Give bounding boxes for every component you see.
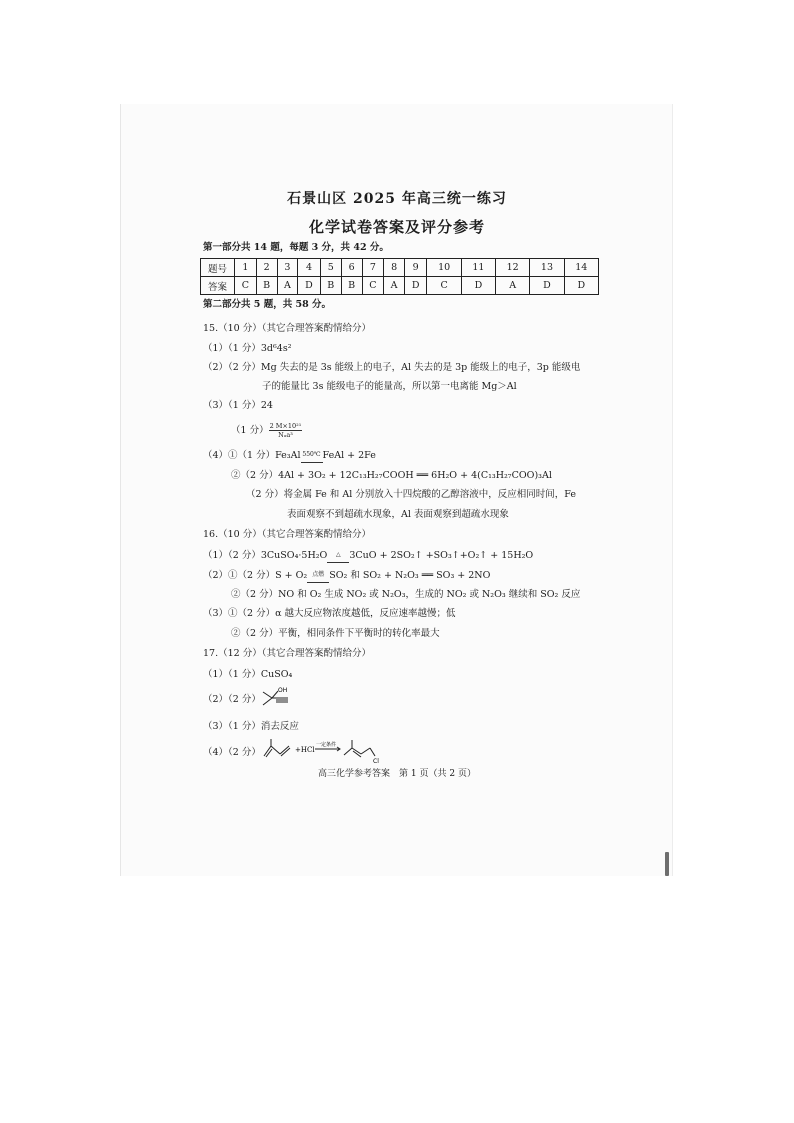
question-number: 8 bbox=[384, 259, 405, 277]
reaction-arrow bbox=[301, 462, 323, 463]
hcl-reagent: +HCl bbox=[295, 746, 315, 754]
question-number: 5 bbox=[320, 259, 341, 277]
q15-part1-answer: 3d⁶4s² bbox=[260, 343, 292, 354]
q15-part4c bbox=[246, 489, 576, 501]
alkynol-structure-diagram bbox=[262, 686, 294, 708]
q15-part1-label: （1）（1 分） bbox=[203, 343, 261, 354]
row-label-answer: 答案 bbox=[201, 277, 235, 295]
q16-part2 bbox=[203, 569, 490, 583]
q16-part1 bbox=[203, 549, 533, 563]
q15-part4c-label: （2 分） bbox=[246, 489, 284, 500]
part1-intro: 第一部分共 14 题，每题 3 分，共 42 分。 bbox=[203, 242, 389, 253]
q17-part1-label: （1）（1 分） bbox=[203, 669, 261, 680]
q15-part3b-label: （1 分） bbox=[231, 425, 269, 436]
q16-part1-eq-left: 3CuSO₄·5H₂O bbox=[260, 550, 328, 561]
q15-part4b-equation: 4Al + 3O₂ + 12C₁₃H₂₇COOH ══ 6H₂O + 4(C₁₃H₂₇COO)₃Al bbox=[278, 470, 552, 481]
answer-cell: D bbox=[298, 277, 321, 295]
q17-part4-label: （4）（2 分） bbox=[203, 747, 261, 758]
table-row-answers bbox=[201, 277, 599, 295]
q15-part4b bbox=[231, 470, 552, 482]
q17-heading: 17.（12 分）（其它合理答案酌情给分） bbox=[203, 648, 371, 659]
q16-part2-eq-right: SO₂ 和 SO₂ + N₂O₃ ══ SO₃ + 2NO bbox=[329, 570, 491, 581]
fraction-denominator: Nₐa³ bbox=[278, 431, 293, 439]
q15-part2-label: （2）（2 分） bbox=[203, 362, 261, 373]
q15-heading: 15.（10 分）（其它合理答案酌情给分） bbox=[203, 323, 371, 334]
q16-part1-eq-right: 3CuO + 2SO₂↑ +SO₃↑+O₂↑ + 15H₂O bbox=[349, 550, 534, 561]
question-number: 4 bbox=[298, 259, 321, 277]
fraction-numerator: 2 M×10²¹ bbox=[269, 422, 302, 430]
q15-part3 bbox=[203, 400, 273, 412]
q17-part1-answer: CuSO₄ bbox=[260, 669, 293, 680]
q16-part2b-label: ②（2 分） bbox=[231, 589, 279, 600]
q16-part3 bbox=[203, 608, 456, 620]
question-number: 2 bbox=[256, 259, 277, 277]
reaction-condition bbox=[301, 449, 323, 463]
answer-table bbox=[200, 258, 599, 295]
answer-cell: C bbox=[235, 277, 257, 295]
q16-part2-eq-left: S + O₂ bbox=[275, 570, 308, 581]
table-row-questions bbox=[201, 259, 599, 277]
page-footer: 高三化学参考答案 第 1 页（共 2 页） bbox=[318, 769, 476, 779]
question-number: 12 bbox=[496, 259, 530, 277]
question-number: 11 bbox=[461, 259, 495, 277]
q16-part2-label: （2）①（2 分） bbox=[203, 570, 276, 581]
q17-part3-answer: 消去反应 bbox=[260, 721, 299, 732]
q17-part3-label: （3）（1 分） bbox=[203, 721, 261, 732]
question-number: 9 bbox=[404, 259, 427, 277]
answer-cell: D bbox=[530, 277, 564, 295]
q15-part4-label: （4）①（1 分） bbox=[203, 450, 276, 461]
q17-part4 bbox=[203, 747, 261, 759]
question-number: 10 bbox=[427, 259, 461, 277]
answer-cell: A bbox=[496, 277, 530, 295]
q15-part2 bbox=[203, 362, 580, 374]
part2-intro: 第二部分共 5 题，共 58 分。 bbox=[203, 299, 332, 310]
q17-part1 bbox=[203, 669, 292, 681]
q17-part3 bbox=[203, 721, 299, 733]
condition-text: 点燃 bbox=[312, 571, 325, 578]
row-label-question: 题号 bbox=[201, 259, 235, 277]
q16-part3b-label: ②（2 分） bbox=[231, 628, 279, 639]
density-fraction bbox=[269, 422, 303, 439]
reaction-condition-text: 一定条件 bbox=[316, 742, 337, 748]
question-number: 7 bbox=[362, 259, 384, 277]
condition-text: △ bbox=[336, 551, 341, 558]
question-number: 14 bbox=[564, 259, 598, 277]
answer-cell: B bbox=[256, 277, 277, 295]
q15-part4-eq-left: Fe₃Al bbox=[275, 450, 301, 461]
q15-part3b bbox=[231, 422, 302, 439]
reaction-condition bbox=[327, 549, 349, 563]
exam-title: 石景山区 2025 年高三统一练习 bbox=[287, 191, 507, 207]
scrollbar-thumb[interactable] bbox=[665, 852, 669, 876]
chlorine-label: Cl bbox=[373, 758, 379, 764]
q16-part3-text: α 越大反应物浓度越低，反应速率越慢；低 bbox=[275, 608, 456, 619]
isoprene-hcl-reaction-diagram bbox=[262, 738, 422, 764]
question-number: 3 bbox=[277, 259, 298, 277]
q15-part4c-line2: 表面观察不到超疏水现象，Al 表面观察到超疏水现象 bbox=[287, 509, 509, 520]
answer-cell: D bbox=[564, 277, 598, 295]
reaction-arrow bbox=[307, 582, 329, 583]
q15-part1 bbox=[203, 343, 292, 355]
answer-cell: A bbox=[384, 277, 405, 295]
hydroxyl-label: OH bbox=[278, 687, 288, 694]
q17-part2-label: （2）（2 分） bbox=[203, 694, 261, 705]
q17-part2 bbox=[203, 694, 261, 706]
q15-part4 bbox=[203, 449, 376, 463]
q15-part4b-label: ②（2 分） bbox=[231, 470, 279, 481]
question-number: 13 bbox=[530, 259, 564, 277]
q16-part3b-text: 平衡，相同条件下平衡时的转化率最大 bbox=[278, 628, 440, 639]
answer-cell: D bbox=[404, 277, 427, 295]
reaction-condition bbox=[307, 569, 329, 583]
q16-heading: 16.（10 分）（其它合理答案酌情给分） bbox=[203, 529, 371, 540]
q15-part2-line2: 子的能量比 3s 能级电子的能量高，所以第一电离能 Mg＞Al bbox=[262, 381, 517, 392]
q15-part4-eq-right: FeAl + 2Fe bbox=[322, 450, 376, 461]
q16-part2b-text: NO 和 O₂ 生成 NO₂ 或 N₂O₃，生成的 NO₂ 或 N₂O₃ 继续和 SO₂ 反应 bbox=[278, 589, 581, 600]
q15-part4c-line1: 将金属 Fe 和 Al 分别放入十四烷酸的乙醇溶液中，反应相同时间，Fe bbox=[283, 489, 576, 500]
question-number: 1 bbox=[235, 259, 257, 277]
answer-cell: C bbox=[362, 277, 384, 295]
answer-cell: B bbox=[320, 277, 341, 295]
question-number: 6 bbox=[341, 259, 362, 277]
answer-cell: D bbox=[461, 277, 495, 295]
reaction-arrow bbox=[327, 562, 349, 563]
q15-part2-line1: Mg 失去的是 3s 能级上的电子，Al 失去的是 3p 能级上的电子，3p 能级电 bbox=[260, 362, 581, 373]
q16-part1-label: （1）（2 分） bbox=[203, 550, 261, 561]
condition-text: 550℃ bbox=[302, 451, 321, 458]
q16-part3b bbox=[231, 628, 440, 640]
q15-part3-label: （3）（1 分） bbox=[203, 400, 261, 411]
exam-subtitle: 化学试卷答案及评分参考 bbox=[308, 218, 485, 236]
answer-cell: B bbox=[341, 277, 362, 295]
answer-cell: C bbox=[427, 277, 461, 295]
q16-part2b bbox=[231, 589, 580, 601]
answer-cell: A bbox=[277, 277, 298, 295]
q15-part3-answer: 24 bbox=[260, 400, 273, 411]
q16-part3-label: （3）①（2 分） bbox=[203, 608, 276, 619]
